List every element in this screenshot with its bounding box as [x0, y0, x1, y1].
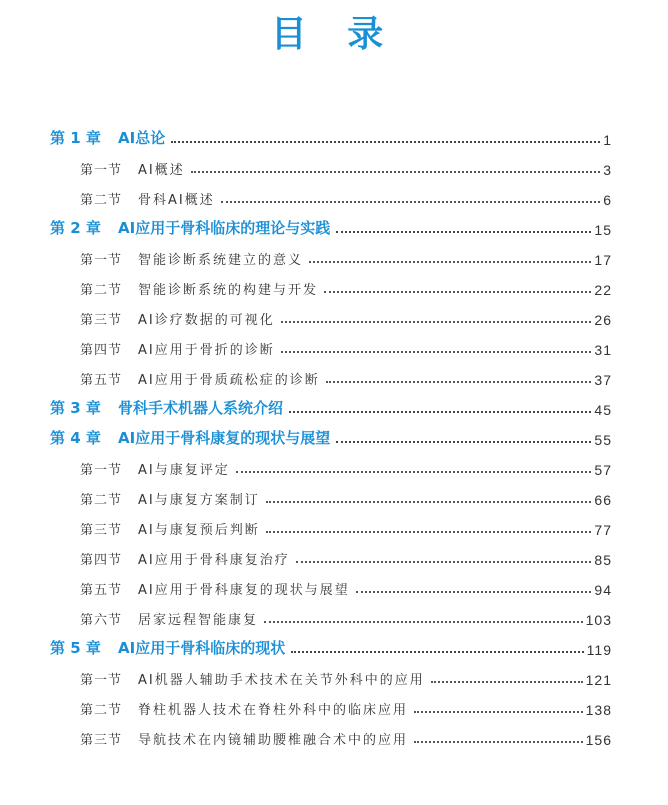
dot-leader: [171, 140, 600, 143]
entry-title: AI与康复方案制订: [138, 493, 260, 508]
entry-title: AI应用于骨折的诊断: [138, 343, 275, 358]
toc-section[interactable]: [80, 182, 612, 208]
dot-leader: [266, 500, 592, 503]
entry-number: 第二节: [80, 493, 123, 508]
entry-title: AI应用于骨科临床的现状: [118, 639, 286, 657]
dot-leader: [324, 290, 591, 293]
page-number: 26: [594, 312, 612, 328]
page-number: 156: [585, 732, 612, 748]
toc-section[interactable]: [80, 542, 612, 568]
page-number: 1: [603, 132, 612, 148]
toc-section[interactable]: [80, 602, 612, 628]
toc-section[interactable]: [80, 362, 612, 388]
page-number: 77: [594, 522, 612, 538]
entry-number: 第四节: [80, 553, 123, 568]
page-number: 55: [594, 432, 612, 448]
entry-title: 智能诊断系统建立的意义: [138, 253, 304, 268]
entry-title: AI总论: [118, 129, 166, 147]
entry-title: 脊柱机器人技术在脊柱外科中的临床应用: [138, 703, 409, 718]
page-number: 66: [594, 492, 612, 508]
page-number: 31: [594, 342, 612, 358]
entry-title: AI诊疗数据的可视化: [138, 313, 275, 328]
entry-number: 第二节: [80, 703, 123, 718]
toc-section[interactable]: [80, 302, 612, 328]
entry-number: 第三节: [80, 733, 123, 748]
dot-leader: [336, 230, 591, 233]
dot-leader: [264, 620, 583, 623]
entry-number: 第五节: [80, 373, 123, 388]
dot-leader: [191, 170, 600, 173]
dot-leader: [291, 650, 583, 653]
entry-number: 第一节: [80, 163, 123, 178]
dot-leader: [356, 590, 592, 593]
toc-section[interactable]: [80, 452, 612, 478]
dot-leader: [309, 260, 591, 263]
entry-number: 第 4 章: [50, 429, 101, 447]
toc-section[interactable]: [80, 152, 612, 178]
dot-leader: [266, 530, 592, 533]
toc-section[interactable]: [80, 242, 612, 268]
entry-title: AI应用于骨科康复治疗: [138, 553, 290, 568]
toc-section[interactable]: [80, 482, 612, 508]
entry-number: 第三节: [80, 313, 123, 328]
toc-section[interactable]: [80, 272, 612, 298]
dot-leader: [326, 380, 592, 383]
dot-leader: [281, 320, 592, 323]
entry-title: 导航技术在内镜辅助腰椎融合术中的应用: [138, 733, 409, 748]
entry-number: 第 1 章: [50, 129, 101, 147]
entry-title: AI应用于骨科临床的理论与实践: [118, 219, 331, 237]
entry-number: 第六节: [80, 613, 123, 628]
entry-title: AI应用于骨质疏松症的诊断: [138, 373, 320, 388]
dot-leader: [281, 350, 592, 353]
page-number: 103: [585, 612, 612, 628]
page-number: 22: [594, 282, 612, 298]
entry-title: AI机器人辅助手术技术在关节外科中的应用: [138, 673, 425, 688]
entry-title: 骨科手术机器人系统介绍: [118, 399, 284, 417]
dot-leader: [289, 410, 591, 413]
dot-leader: [336, 440, 591, 443]
entry-number: 第四节: [80, 343, 123, 358]
page-number: 119: [586, 642, 612, 658]
entry-number: 第二节: [80, 283, 123, 298]
dot-leader: [221, 200, 600, 203]
entry-title: AI应用于骨科康复的现状与展望: [118, 429, 331, 447]
page-number: 6: [603, 192, 612, 208]
entry-title: 居家远程智能康复: [138, 613, 259, 628]
toc-chapter-4[interactable]: [50, 422, 612, 448]
page-number: 3: [603, 162, 612, 178]
page-number: 37: [594, 372, 612, 388]
entry-title: AI与康复预后判断: [138, 523, 260, 538]
entry-title: 骨科AI概述: [138, 193, 215, 208]
dot-leader: [414, 710, 583, 713]
page-number: 15: [594, 222, 612, 238]
dot-leader: [236, 470, 592, 473]
entry-number: 第二节: [80, 193, 123, 208]
entry-number: 第一节: [80, 463, 123, 478]
entry-title: AI概述: [138, 163, 185, 178]
entry-title: AI应用于骨科康复的现状与展望: [138, 583, 350, 598]
page-number: 94: [594, 582, 612, 598]
page-number: 138: [585, 702, 612, 718]
entry-number: 第一节: [80, 253, 123, 268]
toc-chapter-3[interactable]: [50, 392, 612, 418]
toc-section[interactable]: [80, 692, 612, 718]
page-number: 17: [594, 252, 612, 268]
entry-number: 第一节: [80, 673, 123, 688]
entry-number: 第五节: [80, 583, 123, 598]
entry-number: 第 2 章: [50, 219, 101, 237]
toc-section[interactable]: [80, 722, 612, 748]
dot-leader: [414, 740, 583, 743]
page-title: 目 录: [270, 14, 398, 55]
page-number: 57: [594, 462, 612, 478]
toc-chapter-1[interactable]: [50, 122, 612, 148]
page-number: 85: [594, 552, 612, 568]
page-number: 45: [594, 402, 612, 418]
toc-section[interactable]: [80, 512, 612, 538]
entry-number: 第 3 章: [50, 399, 101, 417]
toc-chapter-2[interactable]: [50, 212, 612, 238]
page-number: 121: [585, 672, 612, 688]
toc-section[interactable]: [80, 572, 612, 598]
toc-section[interactable]: [80, 662, 612, 688]
entry-number: 第 5 章: [50, 639, 101, 657]
entry-title: AI与康复评定: [138, 463, 230, 478]
toc-chapter-5[interactable]: [50, 632, 612, 658]
dot-leader: [296, 560, 592, 563]
dot-leader: [431, 680, 583, 683]
toc-section[interactable]: [80, 332, 612, 358]
entry-title: 智能诊断系统的构建与开发: [138, 283, 319, 298]
entry-number: 第三节: [80, 523, 123, 538]
